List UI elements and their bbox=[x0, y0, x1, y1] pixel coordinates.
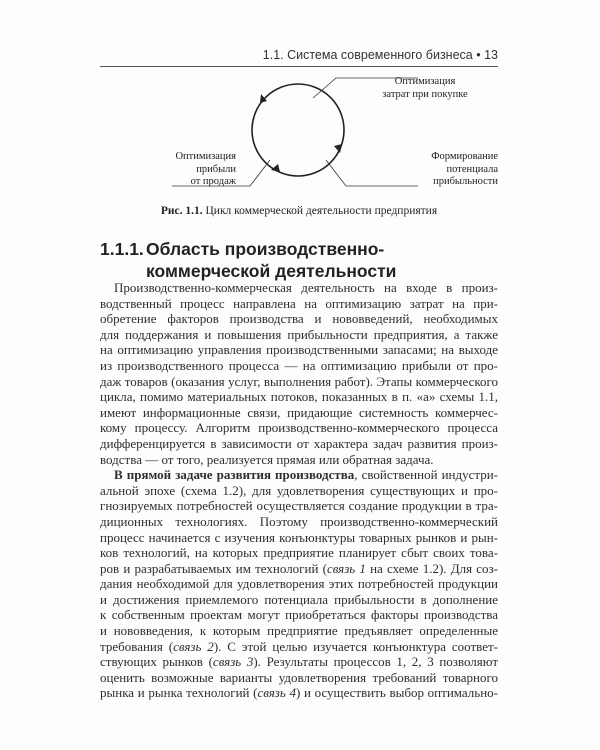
text-line: диционных технологиях. Поэтому производственно-коммерческий bbox=[100, 513, 498, 529]
link-ref: связь 3 bbox=[212, 654, 254, 670]
text-line bbox=[100, 561, 498, 577]
section-title-line1: Область производственно- bbox=[146, 239, 385, 259]
text-span: требования ( bbox=[100, 638, 174, 654]
text-line: из производственного процесса — на оптимизацию прибыли от про- bbox=[100, 357, 498, 373]
label-profitability-potential bbox=[346, 151, 498, 189]
text-span: , свойственной индустри- bbox=[354, 467, 498, 483]
label-sales-profit-optimization bbox=[100, 151, 236, 189]
text-line: для поддержания и повышения прибыльности предприятия, а также bbox=[100, 326, 498, 342]
text-line: к собственным проектам могут приобретаться факторы производства bbox=[100, 607, 498, 623]
text-line: дифференцируется в зависимости от характера задач развития произ- bbox=[100, 435, 498, 451]
text-line: оценить возможные варианты удовлетворения требований товарного bbox=[100, 669, 498, 685]
text-line bbox=[100, 467, 498, 483]
figure-caption bbox=[100, 205, 498, 217]
text-line: водственный процесс направлена на оптимизацию затрат на при- bbox=[100, 295, 498, 311]
header-rule bbox=[100, 66, 498, 67]
text-line: водства — от того, реализуется прямая или обратная задача. bbox=[100, 451, 434, 467]
link-ref: связь 4 bbox=[257, 685, 296, 701]
text-span: ров и разрабатываемых им технологий ( bbox=[100, 560, 327, 576]
text-span: рынка и рынка технологий ( bbox=[100, 685, 258, 701]
label-right-line: прибыльности bbox=[433, 176, 498, 187]
section-title-line2: коммерческой деятельности bbox=[146, 261, 397, 281]
link-ref: связь 1 bbox=[326, 560, 366, 576]
cycle-arrow-top-left bbox=[260, 94, 267, 103]
body-text bbox=[100, 280, 498, 701]
page-number: 13 bbox=[484, 48, 498, 62]
text-line: гнозируемых потребностей осуществляется создание продукции в тра- bbox=[100, 498, 498, 514]
running-head-bullet: • bbox=[476, 48, 481, 62]
text-line: даж товаров (оказания услуг, выполнения работ). Этапы коммерческого bbox=[100, 373, 498, 389]
text-line: имеют информационные связи, придающие системность коммерчес- bbox=[100, 404, 498, 420]
text-line: процесс начинается с изучения конъюнктуры товарных рынков и рын- bbox=[100, 529, 498, 545]
text-line: Производственно-коммерческая деятельность на входе в произ- bbox=[114, 280, 498, 295]
text-span: ) и осуществить выбор оптимально- bbox=[295, 685, 498, 701]
text-line: кому процессу. Алгоритм производственно-коммерческого процесса bbox=[100, 420, 498, 436]
text-span: ). Результаты процессов 1, 2, 3 позволяют bbox=[253, 654, 498, 670]
label-left-line: прибыли bbox=[196, 163, 236, 175]
text-line bbox=[100, 654, 498, 670]
text-line: и достижения приемлемого потенциала прибыльности в дополнение bbox=[100, 591, 498, 607]
cycle-circle bbox=[252, 84, 344, 176]
label-left-line: от продаж bbox=[190, 176, 236, 187]
text-line: цикла, помимо материальных потоков, показанных в п. «а» схемы 1.1, bbox=[100, 389, 498, 405]
label-right-line: Формирование bbox=[431, 151, 498, 162]
label-right-line: потенциала bbox=[446, 163, 498, 175]
text-line bbox=[100, 685, 498, 701]
text-line: и нововведения, к которым предприятие предъявляет определенные bbox=[100, 623, 498, 639]
text-line: альной эпохе (схема 1.2), для удовлетворения существующих и про- bbox=[100, 482, 498, 498]
link-ref: связь 2 bbox=[173, 638, 214, 654]
section-heading bbox=[100, 238, 396, 282]
label-top-line: Оптимизация bbox=[394, 76, 456, 87]
text-span: ствующих рынков ( bbox=[100, 654, 213, 670]
running-head bbox=[100, 48, 498, 62]
caption-prefix: Рис. 1.1. bbox=[160, 205, 203, 217]
text-line: на оптимизацию управления производственными запасами; на выходе bbox=[100, 342, 498, 358]
label-left-line: Оптимизация bbox=[175, 151, 236, 162]
label-top-line: затрат при покупке bbox=[382, 88, 468, 100]
text-line: обретение факторов производства и нововведений, необходимых bbox=[100, 311, 498, 327]
text-line: дания необходимой для удовлетворения этих потребностей продукции bbox=[100, 576, 498, 592]
section-number: 1.1.1. bbox=[100, 239, 144, 259]
caption-text: Цикл коммерческой деятельности предприятия bbox=[202, 205, 438, 217]
label-purchase-cost-optimization bbox=[352, 76, 498, 101]
direct-task-term: В прямой задаче развития производства bbox=[114, 467, 355, 483]
text-span: ). С этой целью изучается конъюнктура соответ- bbox=[213, 638, 498, 654]
running-title: 1.1. Система современного бизнеса bbox=[262, 48, 473, 62]
text-span: на схеме 1.2). Для соз- bbox=[365, 560, 498, 576]
text-line: ков технологий, на которых предприятие планирует сбыт своих това- bbox=[100, 545, 498, 561]
text-line bbox=[100, 639, 498, 655]
